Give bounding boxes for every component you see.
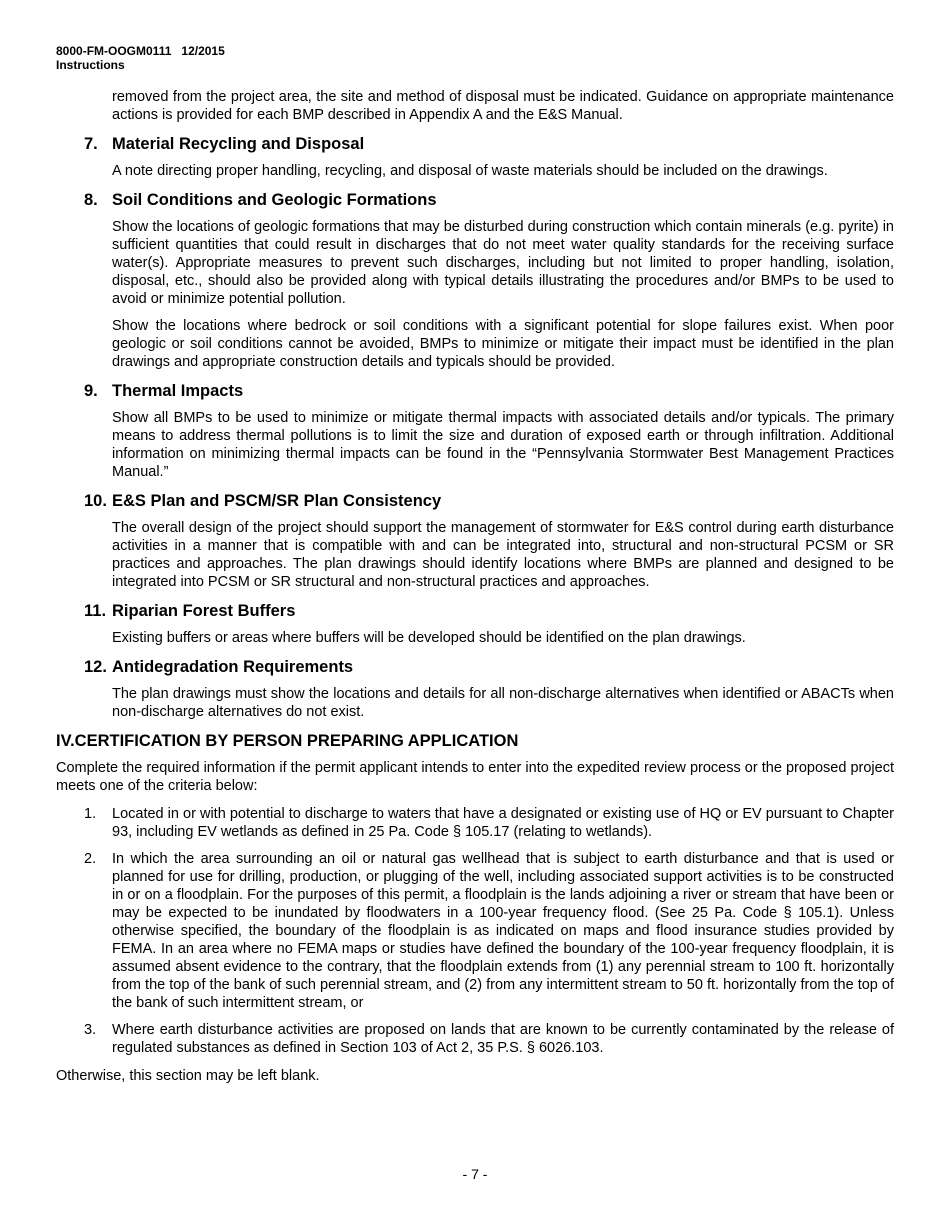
- section-9-heading: 9. Thermal Impacts: [84, 382, 244, 400]
- document-page: [56, 44, 894, 1085]
- section-9-paragraph: Show all BMPs to be used to minimize or mitigate thermal impacts with associated details and/or typicals. The primary means to address thermal pollutions is to limit the size and duration of exposed earth or through infiltration. Additional information on minimizing thermal impacts can be found in the “Pennsylvania Stormwater Best Management Practices Manual.”: [112, 410, 894, 480]
- section-10-paragraph: The overall design of the project should support the management of stormwater for E&S control during earth disturbance activities in a manner that is compatible with and can be integrated into, structural and non-structural PCSM or SR practices and approaches. The plan drawings should identify locations where BMPs are planned and designed to be integrated into PCSM or SR structural and non-structural practices and approaches.: [112, 520, 894, 590]
- section-11-heading: 11. Riparian Forest Buffers: [84, 602, 296, 620]
- part-4-heading: IV.CERTIFICATION BY PERSON PREPARING APPLICATION: [56, 732, 519, 750]
- criteria-item-1: 1. Located in or with potential to discharge to waters that have a designated or existing use of HQ or EV pursuant to Chapter 93, including EV wetlands as defined in 25 Pa. Code § 105.17 (relating to wetlands).: [84, 806, 894, 840]
- continuation-paragraph: removed from the project area, the site and method of disposal must be indicated. Guidance on appropriate maintenance actions is provided for each BMP described in Appendix A and the E&S Manual.: [112, 89, 894, 123]
- criteria-item-3: 3. Where earth disturbance activities are proposed on lands that are known to be currently contaminated by the release of regulated substances as defined in Section 103 of Act 2, 35 P.S. § 6026.103.: [84, 1022, 894, 1056]
- section-12-paragraph: The plan drawings must show the locations and details for all non-discharge alternatives when identified or ABACTs when non-discharge alternatives do not exist.: [112, 686, 894, 720]
- section-7-heading: 7. Material Recycling and Disposal: [84, 135, 365, 153]
- form-header: [56, 44, 894, 72]
- form-date: 12/2015: [181, 44, 225, 58]
- closing-note: Otherwise, this section may be left blank.: [56, 1068, 320, 1084]
- section-8-paragraph-2: Show the locations where bedrock or soil conditions with a significant potential for slope failures exist. When poor geologic or soil conditions cannot be avoided, BMPs to minimize or mitigate their impact must be identified in the plan drawings and appropriate construction details and typicals should be provided.: [112, 318, 894, 370]
- section-10-heading: 10. E&S Plan and PSCM/SR Plan Consistency: [84, 492, 442, 510]
- section-7-paragraph: A note directing proper handling, recycling, and disposal of waste materials should be included on the drawings.: [112, 163, 828, 179]
- section-11-paragraph: Existing buffers or areas where buffers will be developed should be identified on the plan drawings.: [112, 630, 746, 646]
- section-8-paragraph-1: Show the locations of geologic formations that may be disturbed during construction which contain minerals (e.g. pyrite) in sufficient quantities that could result in discharges that do not meet water quality standards for the receiving surface water(s). Appropriate measures to prevent such discharges, including but not limited to proper handling, isolation, disposal, etc., should also be provided along with typical details illustrating the procedures and/or BMPs to be used to avoid or minimize potential pollution.: [112, 219, 894, 307]
- form-code: 8000-FM-OOGM0111: [56, 44, 172, 58]
- form-label: Instructions: [56, 58, 125, 72]
- part-4-intro: Complete the required information if the permit applicant intends to enter into the expedited review process or the proposed project meets one of the criteria below:: [56, 760, 894, 794]
- section-8-heading: 8. Soil Conditions and Geologic Formations: [84, 191, 437, 209]
- section-12-heading: 12. Antidegradation Requirements: [84, 658, 354, 676]
- page-number: - 7 -: [462, 1166, 488, 1182]
- criteria-item-2: 2. In which the area surrounding an oil or natural gas wellhead that is subject to earth disturbance and that is used or planned for use for drilling, production, or plugging of the well, including associated support activities is to be constructed in or on a floodplain. For the purposes of this permit, a floodplain is the lands adjoining a river or stream that have been or may be expected to be inundated by floodwaters in a 100-year frequency flood. (See 25 Pa. Code § 105.1). Unless otherwise specified, the boundary of the floodplain is as indicated on maps and flood insurance studies provided by FEMA. In an area where no FEMA maps or studies have defined the boundary of the 100-year frequency floodplain, it is assumed absent evidence to the contrary, that the floodplain extends from (1) any perennial stream to 100 ft. horizontally from the top of the bank of such perennial stream, and (2) from any intermittent stream to 50 ft. horizontally from the top of the bank of such intermittent stream, or: [84, 851, 894, 1011]
